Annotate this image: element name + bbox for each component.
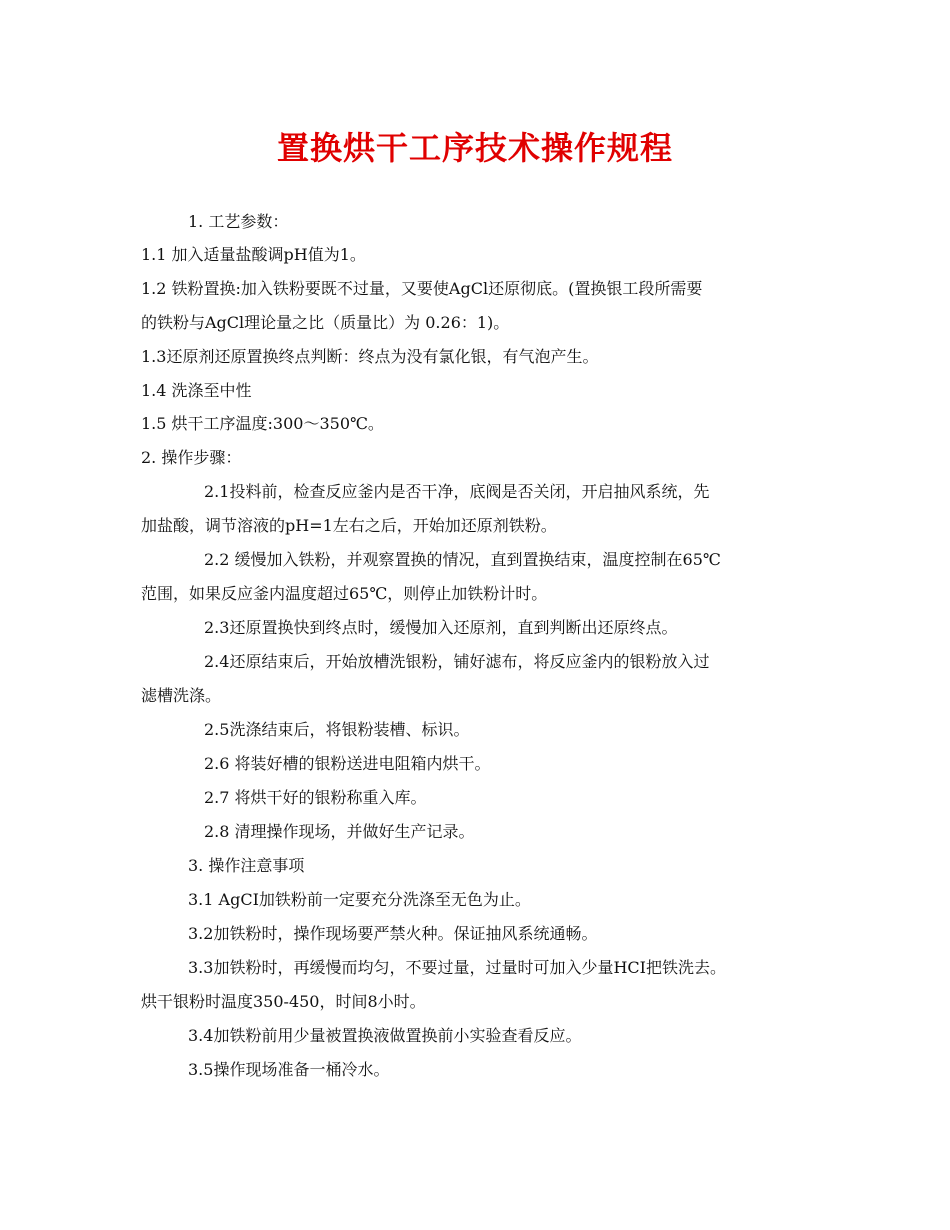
paragraph-line: 3.2加铁粉时，操作现场要严禁火种。保证抽风系统通畅。 bbox=[188, 924, 598, 943]
paragraph-line: 加盐酸，调节溶液的pH=1左右之后，开始加还原剂铁粉。 bbox=[141, 516, 557, 535]
section-heading-2: 2. 操作步骤： bbox=[141, 448, 242, 467]
paragraph-line: 2.6 将装好槽的银粉送进电阻箱内烘干。 bbox=[204, 754, 491, 773]
section-heading-1: 1. 工艺参数： bbox=[188, 212, 289, 231]
paragraph-line: 1.1 加入适量盐酸调pH值为1。 bbox=[141, 245, 366, 264]
paragraph-line: 3.1 AgCI加铁粉前一定要充分洗涤至无色为止。 bbox=[188, 890, 531, 909]
paragraph-line: 2.8 清理操作现场，并做好生产记录。 bbox=[204, 822, 475, 841]
paragraph-line: 2.7 将烘干好的银粉称重入库。 bbox=[204, 788, 427, 807]
paragraph-line: 范围，如果反应釜内温度超过65℃，则停止加铁粉计时。 bbox=[141, 584, 548, 603]
paragraph-line: 烘干银粉时温度350-450，时间8小时。 bbox=[141, 992, 426, 1011]
paragraph-line: 2.5洗涤结束后，将银粉装槽、标识。 bbox=[204, 720, 470, 739]
paragraph-line: 1.3还原剂还原置换终点判断：终点为没有氯化银，有气泡产生。 bbox=[141, 347, 599, 366]
paragraph-line: 2.3还原置换快到终点时，缓慢加入还原剂，直到判断出还原终点。 bbox=[204, 618, 678, 637]
paragraph-line: 1.2 铁粉置换:加入铁粉要既不过量，又要使AgCl还原彻底。(置换银工段所需要 bbox=[141, 279, 703, 298]
paragraph-line: 1.4 洗涤至中性 bbox=[141, 381, 252, 400]
paragraph-line: 2.4还原结束后，开始放槽洗银粉，铺好滤布，将反应釜内的银粉放入过 bbox=[204, 652, 710, 671]
paragraph-line: 滤槽洗涤。 bbox=[141, 686, 222, 705]
paragraph-line: 3.3加铁粉时，再缓慢而均匀，不要过量，过量时可加入少量HCI把铁洗去。 bbox=[188, 958, 726, 977]
paragraph-line: 1.5 烘干工序温度:300～350℃。 bbox=[141, 414, 384, 433]
section-heading-3: 3. 操作注意事项 bbox=[188, 856, 305, 875]
paragraph-line: 的铁粉与AgCl理论量之比（质量比）为 0.26：1)。 bbox=[141, 313, 510, 332]
paragraph-line: 2.1投料前，检查反应釜内是否干净，底阀是否关闭，开启抽风系统，先 bbox=[204, 482, 710, 501]
paragraph-line: 2.2 缓慢加入铁粉，并观察置换的情况，直到置换结束，温度控制在65℃ bbox=[204, 550, 721, 569]
paragraph-line: 3.5操作现场准备一桶冷水。 bbox=[188, 1060, 390, 1079]
paragraph-line: 3.4加铁粉前用少量被置换液做置换前小实验查看反应。 bbox=[188, 1026, 582, 1045]
page-title: 置换烘干工序技术操作规程 bbox=[276, 129, 673, 167]
